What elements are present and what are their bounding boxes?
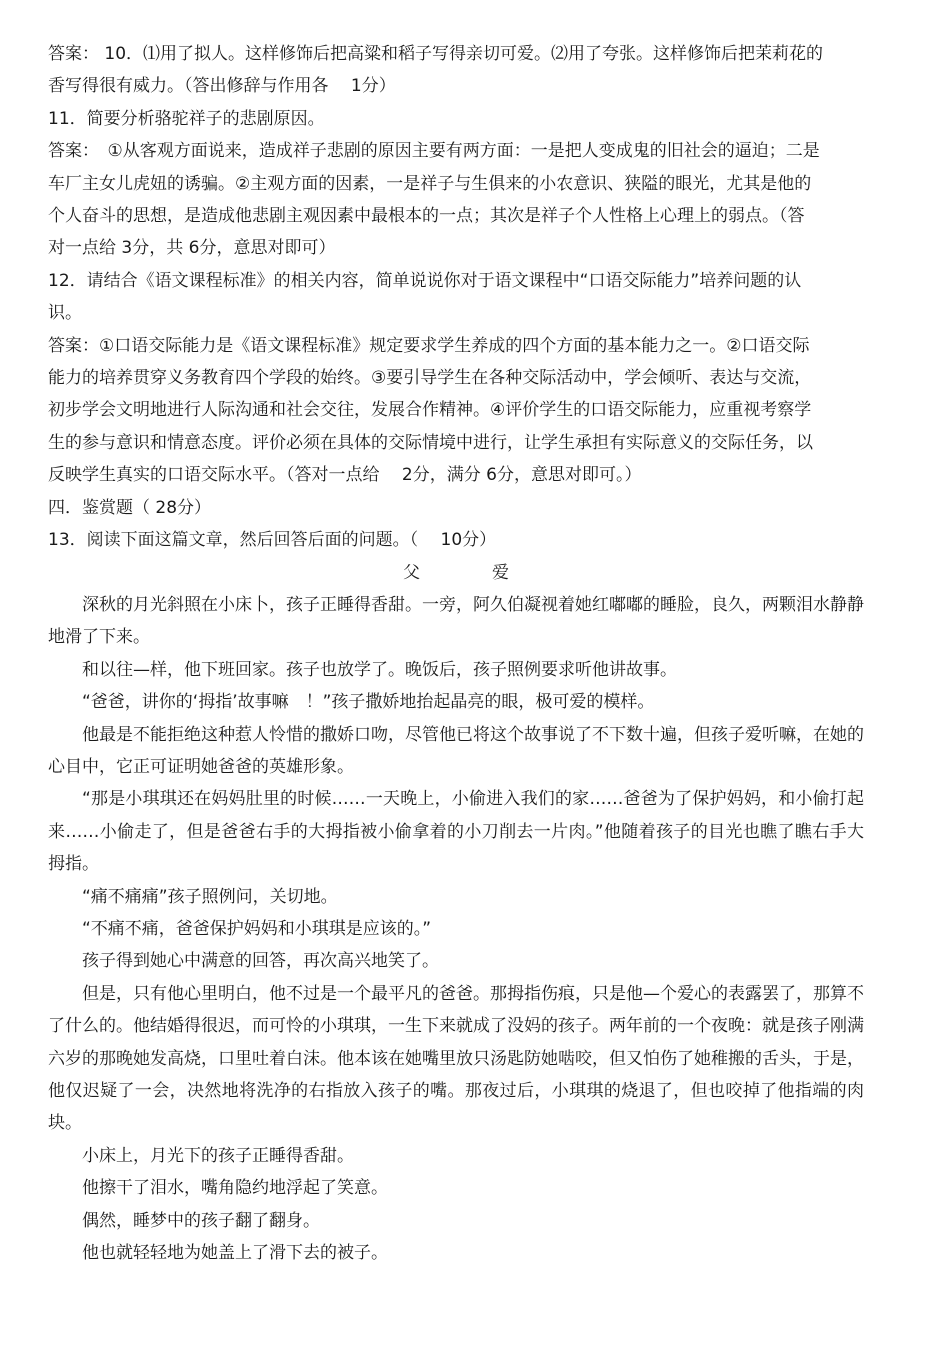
answer-12-line-2: 能力的培养贯穿义务教育四个学段的始终。③要引导学生在各种交际活动中，学会倾听、表达与交流， [48,368,812,389]
answer-12-line-5: 反映学生真实的口语交际水平。（答对一点给 2分，满分 6分，意思对即可。） [48,465,642,486]
question-12-line-2: 识。 [48,303,82,324]
answer-10-line-1: 答案： 10．⑴用了拟人。这样修饰后把高粱和稻子写得亲切可爱。⑵用了夸张。这样修饰后把茉莉花的 [48,44,824,64]
story-paragraph: 偶然，睡梦中的孩子翻了翻身。 [82,1210,320,1231]
story-paragraph: “痛不痛痛”孩子照例问，关切地。 [82,886,338,907]
story-paragraph: 小床上，月光下的孩子正睡得香甜。 [82,1145,354,1166]
story-title [48,557,864,589]
story-paragraph: “那是小琪琪还在妈妈肚里的时候……一天晚上，小偷进入我们的家……爸爸为了保护妈妈，和小偷打起来……小偷走了，但是爸爸右手的大拇指被小偷拿着的小刀削去一片肉。”他随着孩子的目光也瞧了瞧右手大拇指。 [48,789,864,875]
section-4-heading: 四．鉴赏题（ 28分） [48,497,212,518]
answer-12-line-4: 生的参与意识和情意态度。评价必须在具体的交际情境中进行，让学生承担有实际意义的交际任务，以 [48,432,813,453]
answer-10-line-2: 香写得很有威力。（答出修辞与作用各 1分） [48,76,396,97]
story-paragraph: 但是，只有他心里明白，他不过是一个最平凡的爸爸。那拇指伤痕，只是他—个爱心的表露罢了，那算不了什么的。他结婚得很迟，而可怜的小琪琪，一生下来就成了没妈的孩子。两年前的一个夜晚：就是孩子刚满六岁的那晚她发高烧，口里吐着白沫。他本该在她嘴里放只汤匙防她啮咬，但又怕伤了她稚搬的舌头，于是，他仅迟疑了一会，决然地将洗净的右指放入孩子的嘴。那夜过后，小琪琪的烧退了，但也咬掉了他指端的肉块。 [48,983,864,1134]
question-12-line-1: 12．请结合《语文课程标准》的相关内容，简单说说你对于语文课程中“口语交际能力”培养问题的认 [48,270,802,291]
story-paragraph: 他擦干了泪水，嘴角隐约地浮起了笑意。 [82,1178,388,1199]
answer-11-line-3: 个人奋斗的思想，是造成他悲剧主观因素中最根本的一点；其次是祥子个人性格上心理上的弱点。（答 [48,206,805,227]
answer-12-line-1: 答案：①口语交际能力是《语文课程标准》规定要求学生养成的四个方面的基本能力之一。②口语交际 [48,335,810,356]
story-paragraph: “不痛不痛，爸爸保护妈妈和小琪琪是应该的。” [82,918,432,939]
answer-11-line-1: 答案： ①从客观方面说来，造成祥子悲剧的原因主要有两方面：一是把人变成鬼的旧社会的逼迫；二是 [48,141,820,162]
story-paragraph: 孩子得到她心中满意的回答，再次高兴地笑了。 [82,951,439,972]
story-title-char-2: 爱 [492,562,509,583]
answer-11-line-4: 对一点给 3分，共 6分，意思对即可） [48,238,336,259]
story-paragraph: 深秋的月光斜照在小床卜，孩子正睡得香甜。一旁，阿久伯凝视着她红嘟嘟的睡脸，良久，两颗泪水静静地滑了下来。 [48,594,864,648]
story-paragraph: 他最是不能拒绝这种惹人怜惜的撒娇口吻，尽管他已将这个故事说了不下数十遍，但孩子爱听嘛，在她的心目中，它正可证明她爸爸的英雄形象。 [48,724,864,777]
story-paragraph: 他也就轻轻地为她盖上了滑下去的被子。 [82,1243,388,1264]
story-title-char-1: 父 [403,562,420,583]
answer-11-line-2: 车厂主女儿虎妞的诱骗。②主观方面的因素，一是祥子与生俱来的小农意识、狭隘的眼光，尤其是他的 [48,173,812,194]
answer-12-line-3: 初步学会文明地进行人际沟通和社会交往，发展合作精神。④评价学生的口语交际能力，应重视考察学 [48,400,812,421]
story-paragraph: 和以往—样，他下班回家。孩子也放学了。晚饭后，孩子照例要求听他讲故事。 [82,659,677,680]
question-11: 11．简要分析骆驼祥子的悲剧原因。 [48,108,325,129]
document-page [48,38,864,1269]
story-paragraph: “爸爸，讲你的‘拇指’故事嘛 ！”孩子撒娇地抬起晶亮的眼，极可爱的模样。 [82,692,655,713]
question-13: 13．阅读下面这篇文章，然后回答后面的问题。（ 10分） [48,530,497,551]
